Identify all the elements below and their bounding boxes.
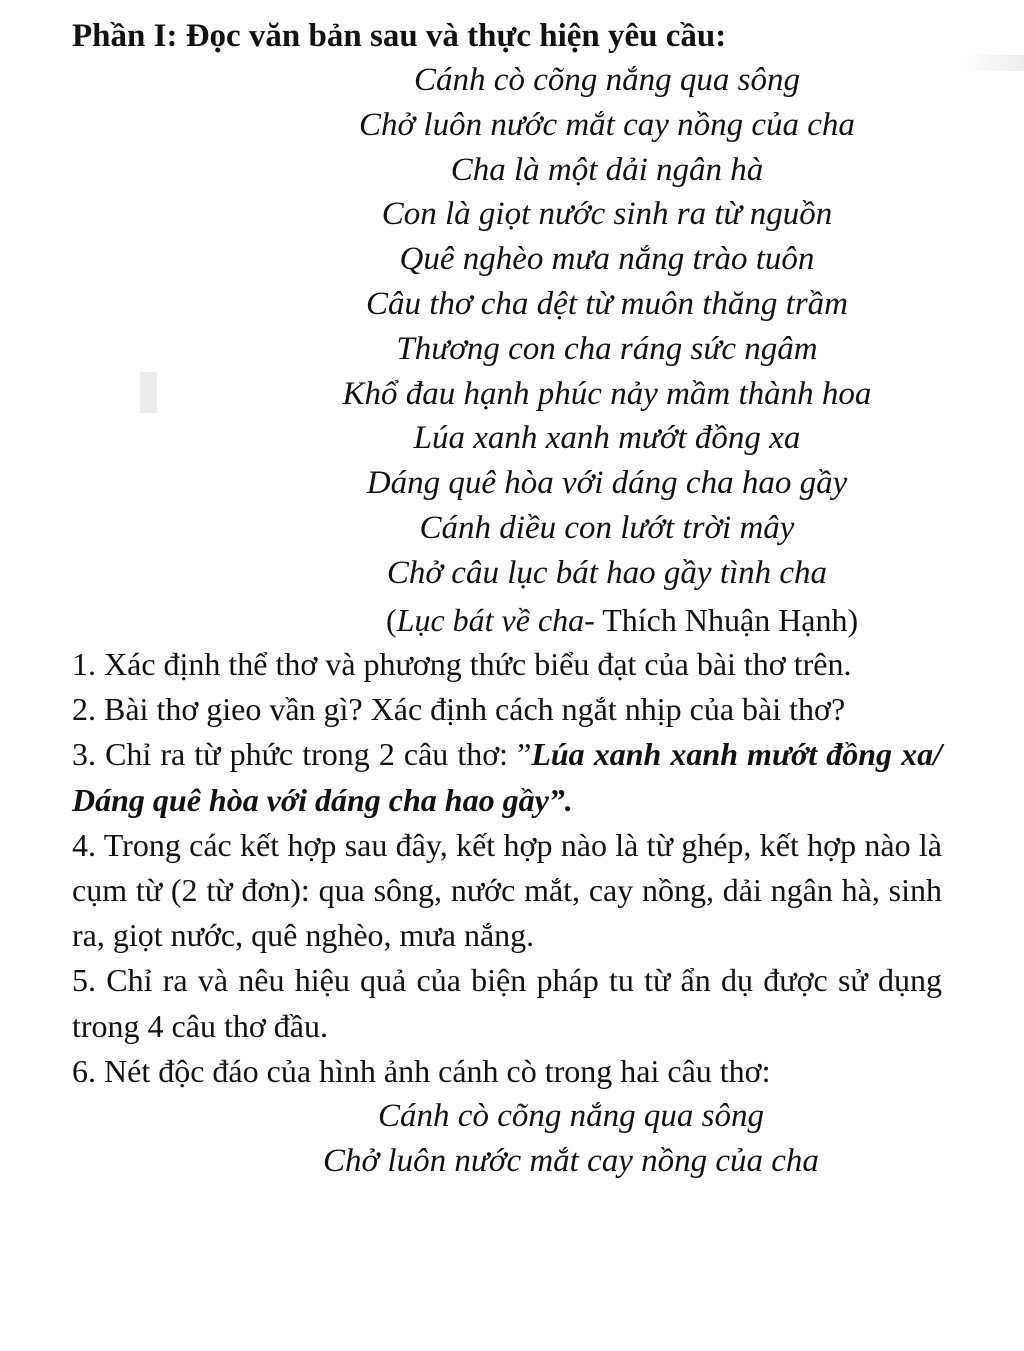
poem-line: Cánh diều con lướt trời mây: [419, 509, 795, 546]
scan-smudge: [140, 372, 157, 413]
question-3-prefix: 3. Chỉ ra từ phức trong 2 câu thơ: ”: [72, 736, 532, 773]
question-6-poem: [72, 1094, 942, 1184]
poem-line: Chở câu lục bát hao gầy tình cha: [386, 554, 828, 591]
poem-line: Lúa xanh xanh mướt đồng xa: [413, 420, 801, 457]
poem: [200, 58, 1014, 596]
question-6: [72, 1049, 942, 1184]
question-6-text: 6. Nét độc đáo của hình ảnh cánh cò trong hai câu thơ:: [72, 1052, 771, 1089]
source-author: - Thích Nhuận Hạnh): [584, 602, 859, 638]
source-open-paren: (: [386, 602, 397, 638]
question-3: [72, 732, 942, 822]
question-1: 1. Xác định thể thơ và phương thức biểu đạt của bài thơ trên.: [72, 646, 852, 682]
poem-line: Quê nghèo mưa nắng trào tuôn: [399, 241, 815, 278]
poem-line: Câu thơ cha dệt từ muôn thăng trầm: [365, 285, 848, 322]
question-2: 2. Bài thơ gieo vần gì? Xác định cách ngắt nhịp của bài thơ?: [72, 691, 846, 728]
question-3-quote: Lúa xanh xanh mướt đồng xa/ Dáng quê hòa với dáng cha hao gầy”.: [72, 736, 943, 818]
poem-line: Cánh cò cõng nắng qua sông: [414, 62, 800, 98]
poem-line: Cánh cò cõng nắng qua sông: [378, 1098, 764, 1135]
poem-line: Cha là một dải ngân hà: [450, 151, 764, 188]
question-4: 4. Trong các kết hợp sau đây, kết hợp nào là từ ghép, kết hợp nào là cụm từ (2 từ đơn): qua sông, nước mắt, cay nồng, dải ngân hà, sinh ra, giọt nước, quê nghèo, mưa nắng.: [72, 826, 942, 954]
section-heading: Phần I: Đọc văn bản sau và thực hiện yêu cầu:: [72, 18, 727, 54]
question-5: 5. Chỉ ra và nêu hiệu quả của biện pháp tu từ ẩn dụ được sử dụng trong 4 câu thơ đầu.: [72, 962, 942, 1044]
poem-line: Con là giọt nước sinh ra từ nguồn: [381, 196, 833, 233]
source-title: Lục bát về cha: [396, 602, 585, 638]
poem-line: Dáng quê hòa với dáng cha hao gầy: [366, 465, 848, 502]
poem-line: Thương con cha ráng sức ngâm: [396, 330, 818, 367]
poem-source: [386, 598, 858, 642]
poem-line: Chở luôn nước mắt cay nồng của cha: [359, 106, 855, 143]
question-list: [72, 642, 942, 1184]
poem-line: Khổ đau hạnh phúc nảy mầm thành hoa: [342, 375, 872, 412]
poem-line: Chở luôn nước mắt cay nồng của cha: [323, 1142, 819, 1179]
